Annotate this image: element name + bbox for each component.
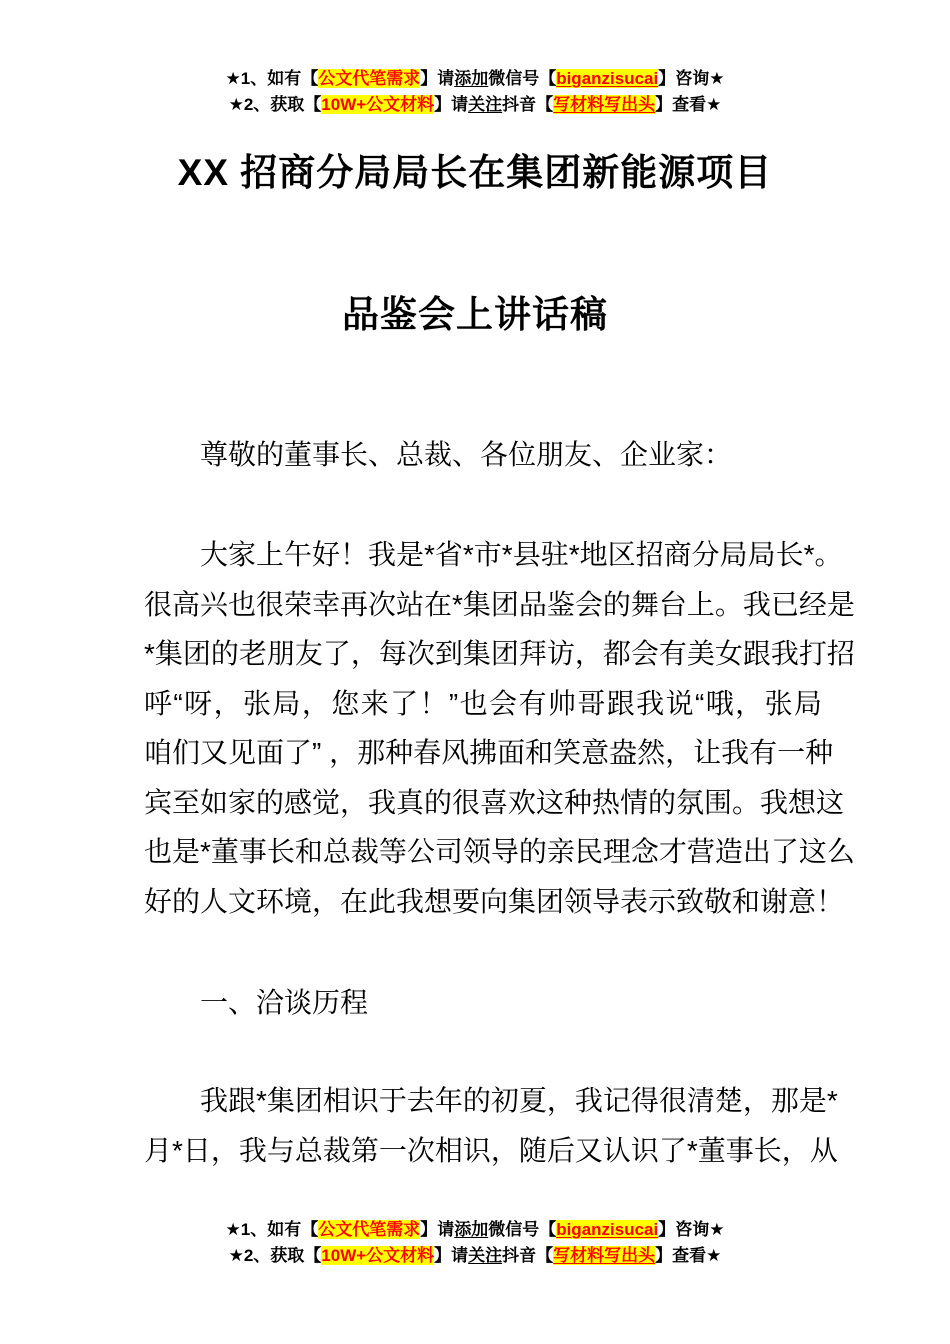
banner-text: 】请 (434, 1246, 469, 1265)
banner-line (0, 66, 950, 92)
banner-text: 微信号【 (488, 69, 557, 88)
salutation: 尊敬的董事长、总裁、各位朋友、企业家： (200, 439, 733, 470)
text-line: 很高兴也很荣幸再次站在*集团品鉴会的舞台上。我已经是 (144, 588, 855, 620)
banner-text: 微信号【 (488, 1220, 557, 1239)
banner-text: ★2、获取【 (228, 1246, 322, 1265)
wechat-id-highlight: biganzisucai (556, 69, 659, 88)
banner-line (0, 1243, 950, 1269)
banner-text: 】咨询★ (658, 1220, 725, 1239)
promo-banner-bottom (0, 1217, 950, 1269)
banner-text: ★1、如有【 (225, 1220, 319, 1239)
add-action-text: 添加 (454, 69, 489, 88)
follow-action-text: 关注 (468, 95, 503, 114)
banner-text: 】咨询★ (658, 69, 725, 88)
service-need-highlight: 公文代笔需求 (318, 69, 421, 88)
banner-text: 】请 (420, 1220, 455, 1239)
banner-text: 抖音【 (502, 95, 554, 114)
text-line: 大家上午好！我是*省*市*县驻*地区招商分局局长*。 (200, 539, 843, 570)
banner-text: ★1、如有【 (225, 69, 319, 88)
douyin-account-highlight: 写材料写出头 (553, 1246, 656, 1265)
banner-text: 】查看★ (655, 95, 722, 114)
banner-text: 】查看★ (655, 1246, 722, 1265)
douyin-account-highlight: 写材料写出头 (553, 95, 656, 114)
banner-text: 】请 (434, 95, 469, 114)
banner-line (0, 92, 950, 118)
document-title-line1: XX 招商分局局长在集团新能源项目 (177, 152, 773, 193)
document-title-line2: 品鉴会上讲话稿 (342, 294, 608, 335)
banner-text: 抖音【 (502, 1246, 554, 1265)
banner-text: ★2、获取【 (228, 95, 322, 114)
text-line: 月*日，我与总裁第一次相识，随后又认识了*董事长，从 (144, 1134, 838, 1166)
text-line: 咱们又见面了” ，那种春风拂面和笑意盎然，让我有一种 (144, 737, 834, 768)
banner-text: 】请 (420, 69, 455, 88)
paragraph-negotiation-history (144, 1076, 838, 1175)
wechat-id-highlight: biganzisucai (556, 1220, 659, 1239)
banner-line (0, 1217, 950, 1243)
follow-action-text: 关注 (468, 1246, 503, 1265)
promo-banner-top (0, 66, 950, 118)
text-line: 宾至如家的感觉，我真的很喜欢这种热情的氛围。我想这 (144, 786, 845, 818)
text-line: *集团的老朋友了，每次到集团拜访，都会有美女跟我打招 (144, 638, 855, 669)
text-line: 我跟*集团相识于去年的初夏，我记得很清楚，那是* (200, 1085, 838, 1116)
materials-highlight: 10W+公文材料 (321, 1246, 435, 1265)
paragraph-opening (144, 530, 855, 926)
materials-highlight: 10W+公文材料 (321, 95, 435, 114)
text-line: 呼“呀，张局，您来了！”也会有帅哥跟我说“哦，张局 (144, 687, 822, 719)
text-line: 好的人文环境，在此我想要向集团领导表示致敬和谢意！ (144, 885, 845, 917)
add-action-text: 添加 (454, 1220, 489, 1239)
section-heading: 一、洽谈历程 (200, 987, 369, 1018)
text-line: 也是*董事长和总裁等公司领导的亲民理念才营造出了这么 (144, 836, 855, 867)
service-need-highlight: 公文代笔需求 (318, 1220, 421, 1239)
